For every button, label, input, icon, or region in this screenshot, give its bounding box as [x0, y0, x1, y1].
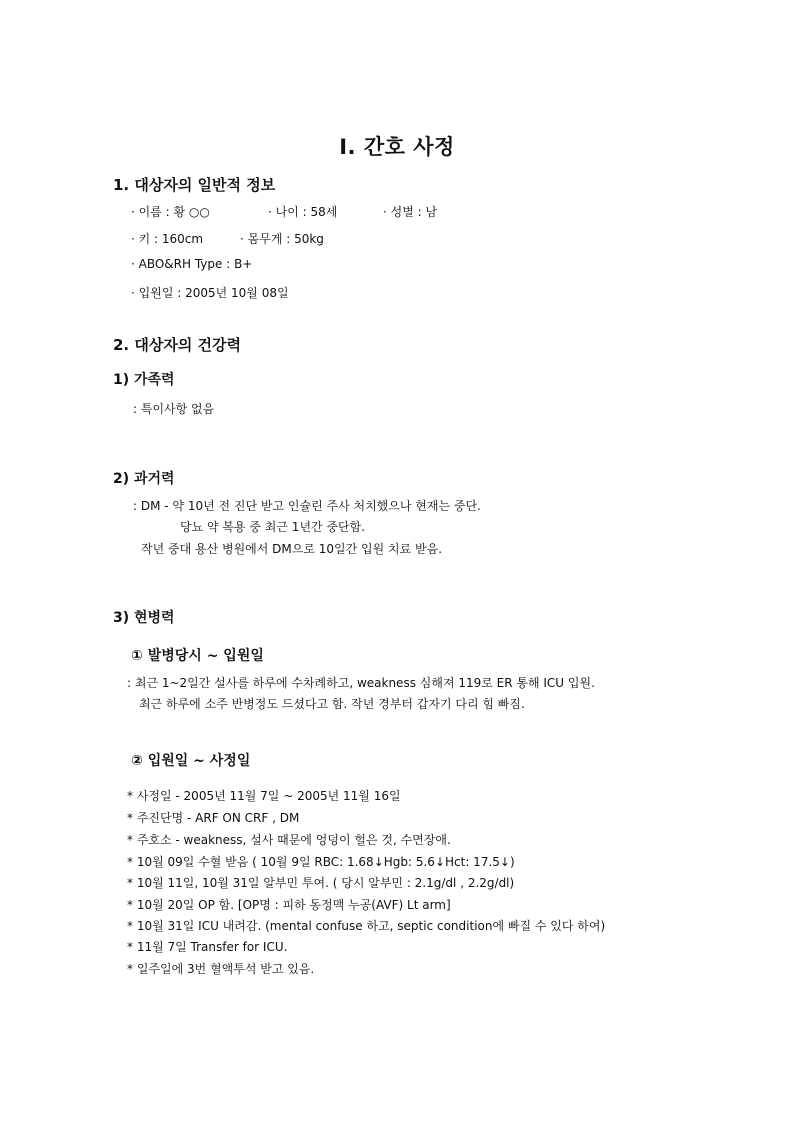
- section-2-heading: 2. 대상자의 건강력: [113, 336, 242, 354]
- past-history-line-1: : DM - 약 10년 전 진단 받고 인슐린 주사 처치했으나 현재는 중단.: [133, 499, 481, 513]
- family-history-heading: 1) 가족력: [113, 372, 175, 388]
- family-history-text: : 특이사항 없음: [133, 402, 215, 416]
- present-history-heading: 3) 현병력: [113, 610, 175, 626]
- section-1-heading: 1. 대상자의 일반적 정보: [113, 176, 276, 194]
- past-history-line-3: 작년 중대 용산 병원에서 DM으로 10일간 입원 치료 받음.: [141, 542, 443, 556]
- list-item: * 주호소 - weakness, 설사 때문에 엉덩이 헐은 것, 수면장애.: [127, 833, 451, 847]
- list-item: * 10월 31일 ICU 내려감. (mental confuse 하고, septic condition에 빠질 수 있다 하여): [127, 919, 606, 933]
- patient-height: · 키 : 160cm: [131, 232, 204, 246]
- onset-heading: ① 발병당시 ~ 입원일: [131, 648, 264, 664]
- patient-weight: · 몸무게 : 50kg: [240, 232, 324, 246]
- admission-course-heading: ② 입원일 ~ 사정일: [131, 753, 251, 769]
- onset-line-1: : 최근 1~2일간 설사를 하루에 수차례하고, weakness 심해져 119로 ER 통해 ICU 입원.: [127, 676, 595, 690]
- list-item: * 10월 09일 수혈 받음 ( 10월 9일 RBC: 1.68↓Hgb: 5.6↓Hct: 17.5↓): [127, 855, 515, 869]
- list-item: * 사정일 - 2005년 11월 7일 ~ 2005년 11월 16일: [127, 789, 401, 803]
- patient-age: · 나이 : 58세: [268, 205, 338, 219]
- page-title: Ⅰ. 간호 사정: [339, 135, 455, 159]
- list-item: * 일주일에 3번 혈액투석 받고 있음.: [127, 962, 315, 976]
- patient-sex: · 성별 : 남: [383, 205, 438, 219]
- list-item: * 11월 7일 Transfer for ICU.: [127, 940, 288, 954]
- patient-name: · 이름 : 황 ○○: [131, 205, 210, 219]
- onset-line-2: 최근 하루에 소주 반병정도 드셨다고 함. 작년 경부터 갑자기 다리 힘 빠짐.: [139, 697, 525, 711]
- list-item: * 10월 11일, 10월 31일 알부민 투여. ( 당시 알부민 : 2.1g/dl , 2.2g/dl): [127, 876, 515, 890]
- past-history-heading: 2) 과거력: [113, 471, 175, 487]
- list-item: * 주진단명 - ARF ON CRF , DM: [127, 811, 300, 825]
- list-item: * 10월 20일 OP 함. [OP명 : 피하 동정맥 누공(AVF) Lt arm]: [127, 898, 451, 912]
- past-history-line-2: 당뇨 약 복용 중 최근 1년간 중단함.: [180, 520, 366, 534]
- patient-admission-date: · 입원일 : 2005년 10월 08일: [131, 286, 289, 300]
- patient-blood-type: · ABO&RH Type : B+: [131, 257, 253, 271]
